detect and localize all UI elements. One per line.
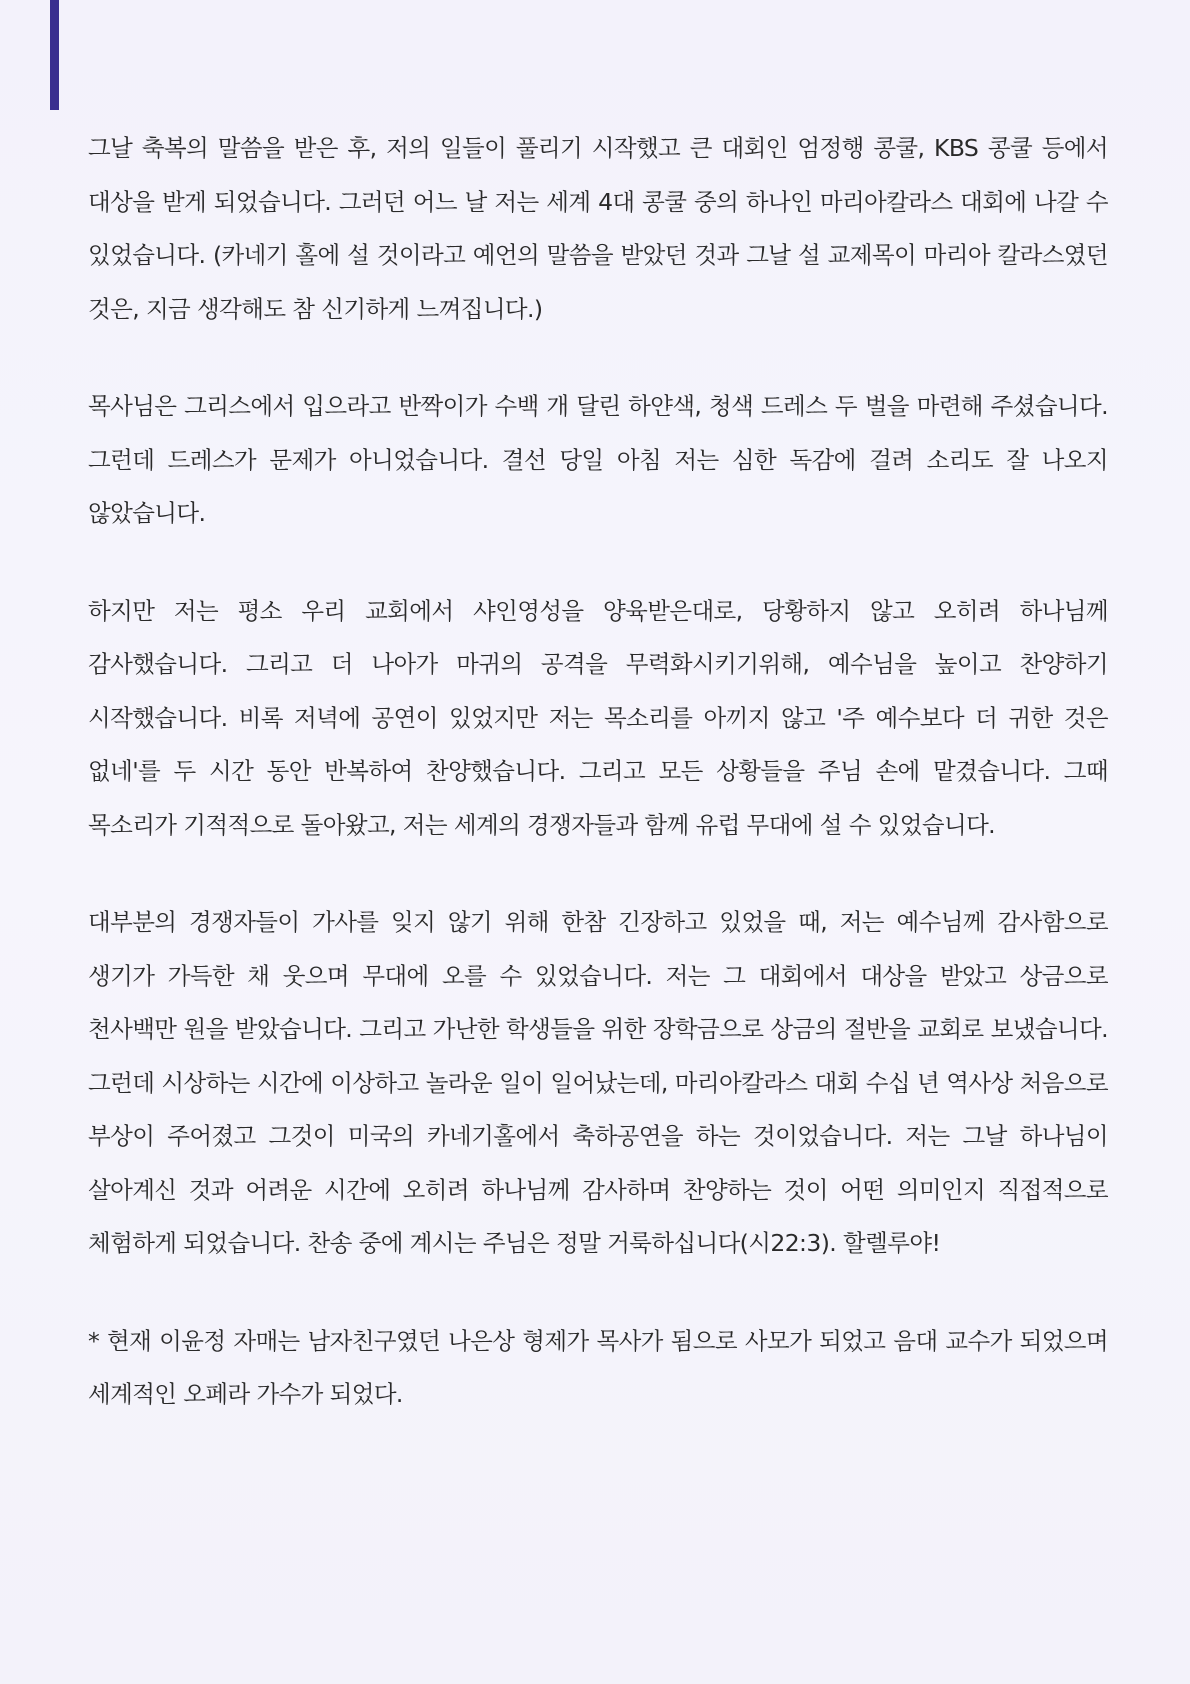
article-body <box>88 122 1108 1466</box>
paragraph-1: 그날 축복의 말씀을 받은 후, 저의 일들이 풀리기 시작했고 큰 대회인 엄정행 콩쿨, KBS 콩쿨 등에서 대상을 받게 되었습니다. 그러던 어느 날 저는 세계 4대 콩쿨 중의 하나인 마리아칼라스 대회에 나갈 수 있었습니다. (카네기 홀에 설 것이라고 예언의 말씀을 받았던 것과 그날 설 교제목이 마리아 칼라스였던 것은, 지금 생각해도 참 신기하게 느껴집니다.) <box>88 134 1108 323</box>
paragraph-3: 하지만 저는 평소 우리 교회에서 샤인영성을 양육받은대로, 당황하지 않고 오히려 하나님께 감사했습니다. 그리고 더 나아가 마귀의 공격을 무력화시키기위해, 예수님을 높이고 찬양하기 시작했습니다. 비록 저녁에 공연이 있었지만 저는 목소리를 아끼지 않고 '주 예수보다 더 귀한 것은 없네'를 두 시간 동안 반복하여 찬양했습니다. 그리고 모든 상황들을 주님 손에 맡겼습니다. 그때 목소리가 기적적으로 돌아왔고, 저는 세계의 경쟁자들과 함께 유럽 무대에 설 수 있었습니다. <box>88 596 1108 839</box>
accent-bar <box>50 0 59 110</box>
footnote: * 현재 이윤정 자매는 남자친구였던 나은상 형제가 목사가 됨으로 사모가 되었고 음대 교수가 되었으며 세계적인 오페라 가수가 되었다. <box>88 1326 1108 1408</box>
paragraph-4: 대부분의 경쟁자들이 가사를 잊지 않기 위해 한참 긴장하고 있었을 때, 저는 예수님께 감사함으로 생기가 가득한 채 웃으며 무대에 오를 수 있었습니다. 저는 그 대회에서 대상을 받았고 상금으로 천사백만 원을 받았습니다. 그리고 가난한 학생들을 위한 장학금으로 상금의 절반을 교회로 보냈습니다. 그런데 시상하는 시간에 이상하고 놀라운 일이 일어났는데, 마리아칼라스 대회 수십 년 역사상 처음으로 부상이 주어졌고 그것이 미국의 카네기홀에서 축하공연을 하는 것이었습니다. 저는 그날 하나님이 살아계신 것과 어려운 시간에 오히려 하나님께 감사하며 찬양하는 것이 어떤 의미인지 직접적으로 체험하게 되었습니다. 찬송 중에 계시는 주님은 정말 거룩하십니다(시22:3). 할렐루야! <box>88 908 1108 1257</box>
paragraph-2: 목사님은 그리스에서 입으라고 반짝이가 수백 개 달린 하얀색, 청색 드레스 두 벌을 마련해 주셨습니다. 그런데 드레스가 문제가 아니었습니다. 결선 당일 아침 저는 심한 독감에 걸려 소리도 잘 나오지 않았습니다. <box>88 392 1108 527</box>
